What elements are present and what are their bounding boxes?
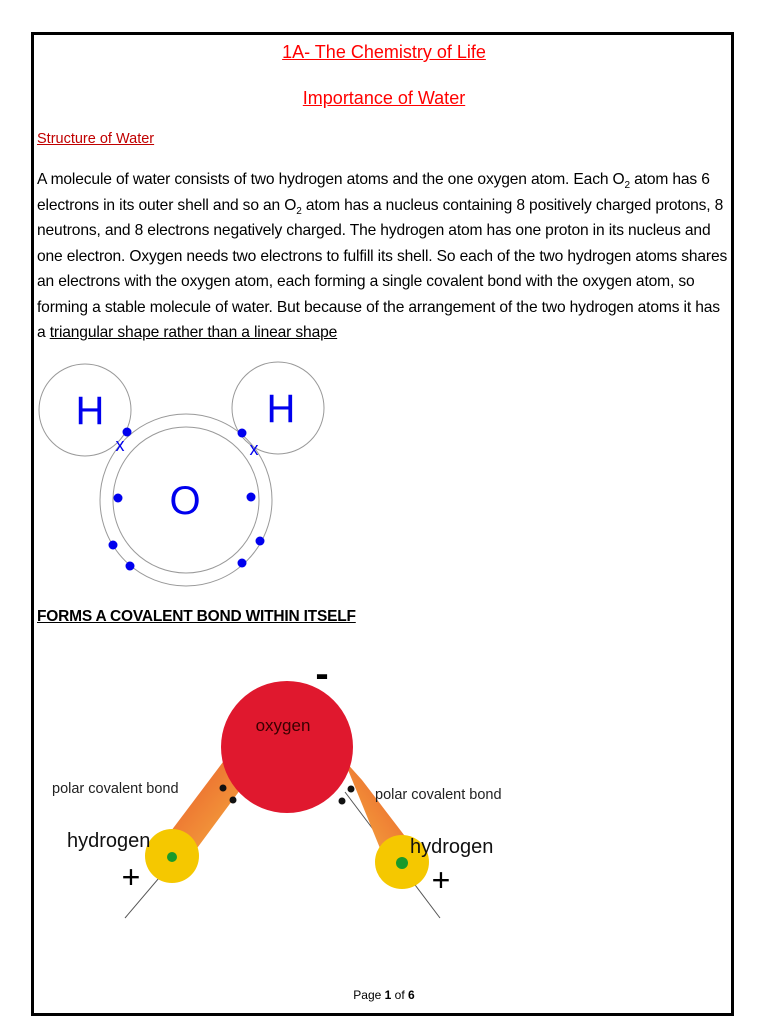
hydrogen-right-nucleus xyxy=(396,857,408,869)
oxygen-symbol: O xyxy=(169,479,201,523)
bond-left-label: polar covalent bond xyxy=(52,781,179,797)
bond-right-label: polar covalent bond xyxy=(375,787,502,803)
hydrogen-left-symbol: H xyxy=(75,389,105,433)
oxygen-charge: - xyxy=(315,652,329,696)
shared-electron-left-mark: x xyxy=(115,435,125,455)
footer-prefix: Page xyxy=(353,988,385,1002)
para-underlined: triangular shape rather than a linear shape xyxy=(49,324,338,341)
hydrogen-left-nucleus xyxy=(167,852,177,862)
page-footer xyxy=(0,988,768,1002)
document-subtitle: Importance of Water xyxy=(302,88,466,108)
hydrogen-right-charge: + xyxy=(431,862,451,898)
footer-total-pages: 6 xyxy=(408,988,415,1002)
oxygen-label: oxygen xyxy=(255,716,311,735)
hydrogen-right-label: hydrogen xyxy=(410,836,494,858)
covalent-bond-heading: FORMS A COVALENT BOND WITHIN ITSELF xyxy=(37,608,356,625)
footer-mid: of xyxy=(391,988,409,1002)
electron-dot xyxy=(230,797,237,804)
para-part-1: A molecule of water consists of two hydrogen atoms and the one oxygen atom. Each O xyxy=(37,171,625,188)
footer-current-page: 1 xyxy=(384,988,392,1002)
para-sub-1: 2 xyxy=(624,180,630,192)
electron-dot xyxy=(348,786,355,793)
hydrogen-left-charge: + xyxy=(121,859,141,895)
hydrogen-right-symbol: H xyxy=(266,387,296,431)
electron-dot xyxy=(220,785,227,792)
para-part-2: atom has 6 electrons in its outer shell and so an O xyxy=(37,171,710,214)
hydrogen-left-label: hydrogen xyxy=(67,830,151,852)
para-part-3: atom has a nucleus containing 8 positively charged protons, 8 neutrons, and 8 electrons negatively charged. The hydrogen atom has one proton in its nucleus and one electron. Oxygen needs two electrons to fulfill its shell. So each of the two hydrogen atoms shares an electrons with the oxygen atom, each forming a single covalent bond with the oxygen atom, so forming a stable molecule of water. But because of the arrangement of the two hydrogen atoms it has a xyxy=(37,196,728,341)
para-sub-2: 2 xyxy=(296,205,302,217)
shared-electron-right-mark: x xyxy=(249,439,259,459)
oxygen-ball xyxy=(221,681,353,813)
electron-dot xyxy=(339,798,346,805)
section-heading: Structure of Water xyxy=(37,131,155,147)
document-title: 1A- The Chemistry of Life xyxy=(282,42,486,62)
